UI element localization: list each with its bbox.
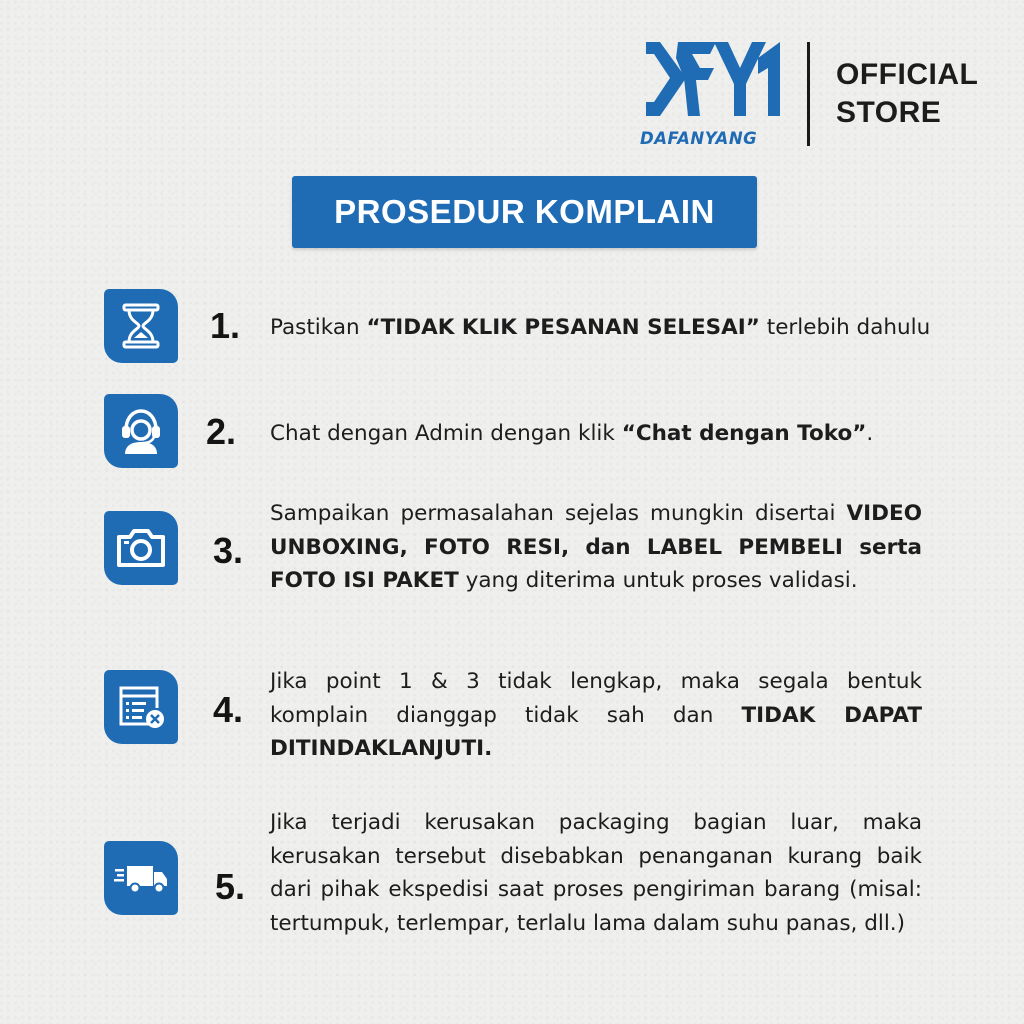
step-3-number: 3. — [213, 530, 244, 571]
official-line-2: STORE — [836, 96, 942, 129]
logo-divider — [807, 42, 810, 146]
brand-logo — [640, 38, 785, 150]
step-2-number: 2. — [206, 411, 237, 452]
step-2-text-part: Chat dengan Admin dengan klik — [270, 421, 622, 446]
step-3-text-part: yang diterima untuk proses validasi. — [458, 568, 858, 593]
step-4-text — [270, 665, 922, 766]
step-5-icon-box — [104, 841, 178, 915]
step-5-text — [270, 806, 922, 940]
hourglass-icon — [121, 303, 161, 349]
step-4-text-bold: TIDAK DAPAT DITINDAKLANJUTI. — [270, 702, 922, 761]
step-1-text — [270, 311, 931, 345]
step-2-icon-box — [104, 394, 178, 468]
step-2-text — [270, 417, 922, 451]
step-4-icon-box — [104, 670, 178, 744]
step-4-number: 4. — [213, 689, 244, 730]
step-3-text-part: Sampaikan permasalahan sejelas mungkin disertai — [270, 501, 847, 526]
customer-service-icon — [116, 406, 166, 456]
title-banner — [292, 176, 757, 248]
step-3-icon-box — [104, 511, 178, 585]
step-1-number: 1. — [210, 305, 241, 346]
step-1-text-part: terlebih dahulu — [759, 315, 931, 340]
logo-wordmark: DAFANYANG — [640, 129, 758, 148]
camera-icon — [115, 527, 167, 569]
step-2-text-part: . — [866, 421, 874, 446]
step-1-text-bold: “TIDAK KLIK PESANAN SELESAI” — [366, 315, 760, 340]
step-3-text-bold: VIDEO UNBOXING, FOTO RESI, dan LABEL PEMBELI serta FOTO ISI PAKET — [270, 501, 922, 593]
step-5-number: 5. — [215, 866, 246, 907]
step-1-text-part: Pastikan — [270, 315, 367, 340]
invalid-document-icon — [116, 684, 166, 730]
official-store-label — [836, 56, 978, 132]
step-1-icon-box — [104, 289, 178, 363]
page-title: PROSEDUR KOMPLAIN — [334, 193, 715, 230]
step-3-text — [270, 497, 922, 598]
step-5-text-part: Jika terjadi kerusakan packaging bagian luar, maka kerusakan tersebut disebabkan penanganan kurang baik dari pihak ekspedisi saat proses pengiriman barang (misal: tertumpuk, terlempar, terlalu lama dalam suhu panas, dll.) — [270, 810, 922, 936]
delivery-truck-icon — [113, 860, 169, 896]
step-4-text-part: Jika point 1 & 3 tidak lengkap, maka segala bentuk komplain dianggap tidak sah dan — [270, 669, 922, 728]
step-2-text-bold: “Chat dengan Toko” — [621, 421, 867, 446]
official-line-1: OFFICIAL — [836, 58, 979, 91]
